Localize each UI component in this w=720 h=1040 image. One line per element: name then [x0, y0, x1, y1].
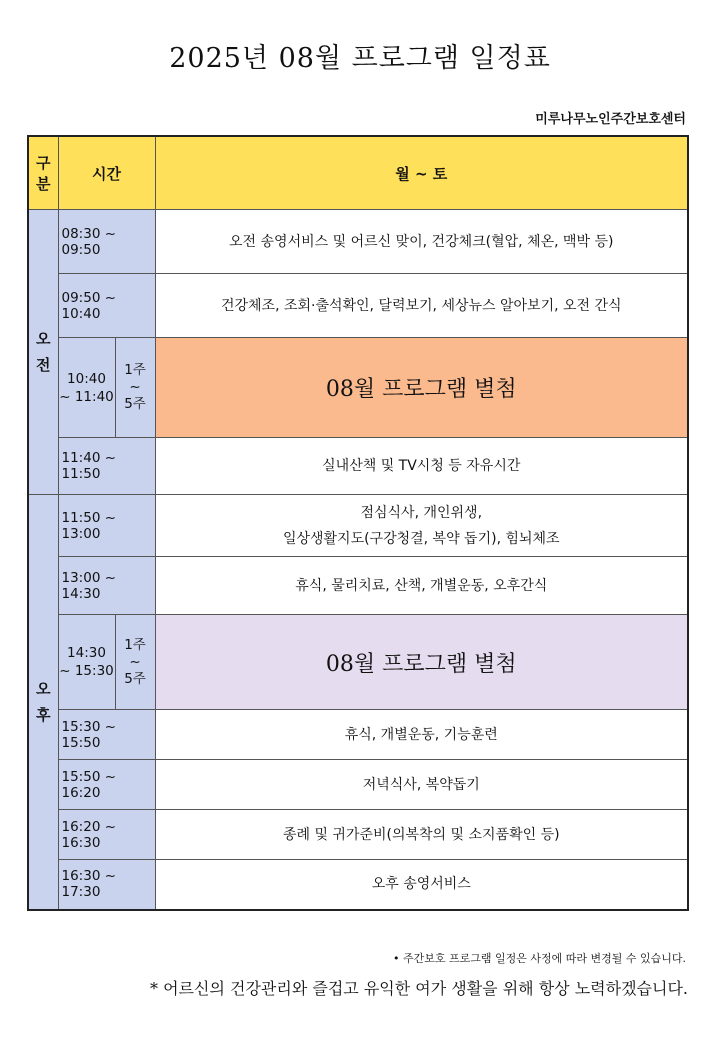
activity-cell: 오후 송영서비스	[155, 860, 688, 910]
program-attachment-cell: 08월 프로그램 별첨	[155, 615, 688, 710]
commitment-note: * 어르신의 건강관리와 즐겁고 유익한 여가 생활을 위해 항상 노력하겠습니다.	[150, 979, 688, 998]
table-row	[28, 210, 688, 274]
activity-cell: 오전 송영서비스 및 어르신 맞이, 건강체크(혈압, 체온, 맥박 등)	[155, 210, 688, 274]
table-row	[28, 615, 688, 710]
time-cell: 14:30 ~ 15:30	[58, 615, 115, 710]
period-morning: 오 전	[28, 210, 58, 495]
activity-cell: 종례 및 귀가준비(의복착의 및 소지품확인 등)	[155, 810, 688, 860]
time-cell: 15:30 ~ 15:50	[58, 710, 155, 760]
page-title: 2025년 08월 프로그램 일정표	[169, 43, 551, 74]
table-row	[28, 710, 688, 760]
activity-cell: 점심식사, 개인위생, 일상생활지도(구강청결, 복약 돕기), 힘뇌체조	[155, 495, 688, 557]
time-cell: 11:40 ~ 11:50	[58, 438, 155, 495]
time-cell: 13:00 ~ 14:30	[58, 557, 155, 615]
activity-cell: 휴식, 물리치료, 산책, 개별운동, 오후간식	[155, 557, 688, 615]
header-time: 시간	[58, 136, 155, 210]
time-cell: 08:30 ~ 09:50	[58, 210, 155, 274]
table-row	[28, 810, 688, 860]
activity-cell: 건강체조, 조회·출석확인, 달력보기, 세상뉴스 알아보기, 오전 간식	[155, 274, 688, 338]
table-row	[28, 274, 688, 338]
week-cell: 1주 ~ 5주	[115, 338, 155, 438]
activity-cell: 저녁식사, 복약돕기	[155, 760, 688, 810]
time-cell: 09:50 ~ 10:40	[58, 274, 155, 338]
table-row	[28, 557, 688, 615]
organization-name: 미루나무노인주간보호센터	[535, 112, 686, 127]
table-row	[28, 438, 688, 495]
time-cell: 16:20 ~ 16:30	[58, 810, 155, 860]
table-row	[28, 860, 688, 910]
activity-cell: 실내산책 및 TV시청 등 자유시간	[155, 438, 688, 495]
header-category: 구분	[28, 136, 58, 210]
period-afternoon: 오 후	[28, 495, 58, 910]
time-cell: 10:40 ~ 11:40	[58, 338, 115, 438]
table-row	[28, 495, 688, 557]
time-cell: 16:30 ~ 17:30	[58, 860, 155, 910]
activity-cell: 휴식, 개별운동, 기능훈련	[155, 710, 688, 760]
table-row	[28, 338, 688, 438]
time-cell: 11:50 ~ 13:00	[58, 495, 155, 557]
time-cell: 15:50 ~ 16:20	[58, 760, 155, 810]
schedule-table	[27, 135, 689, 911]
header-days: 월 ~ 토	[155, 136, 688, 210]
program-attachment-cell: 08월 프로그램 별첨	[155, 338, 688, 438]
table-row	[28, 760, 688, 810]
table-header-row	[28, 136, 688, 210]
week-cell: 1주 ~ 5주	[115, 615, 155, 710]
schedule-change-note: • 주간보호 프로그램 일정은 사정에 따라 변경될 수 있습니다.	[393, 952, 686, 965]
